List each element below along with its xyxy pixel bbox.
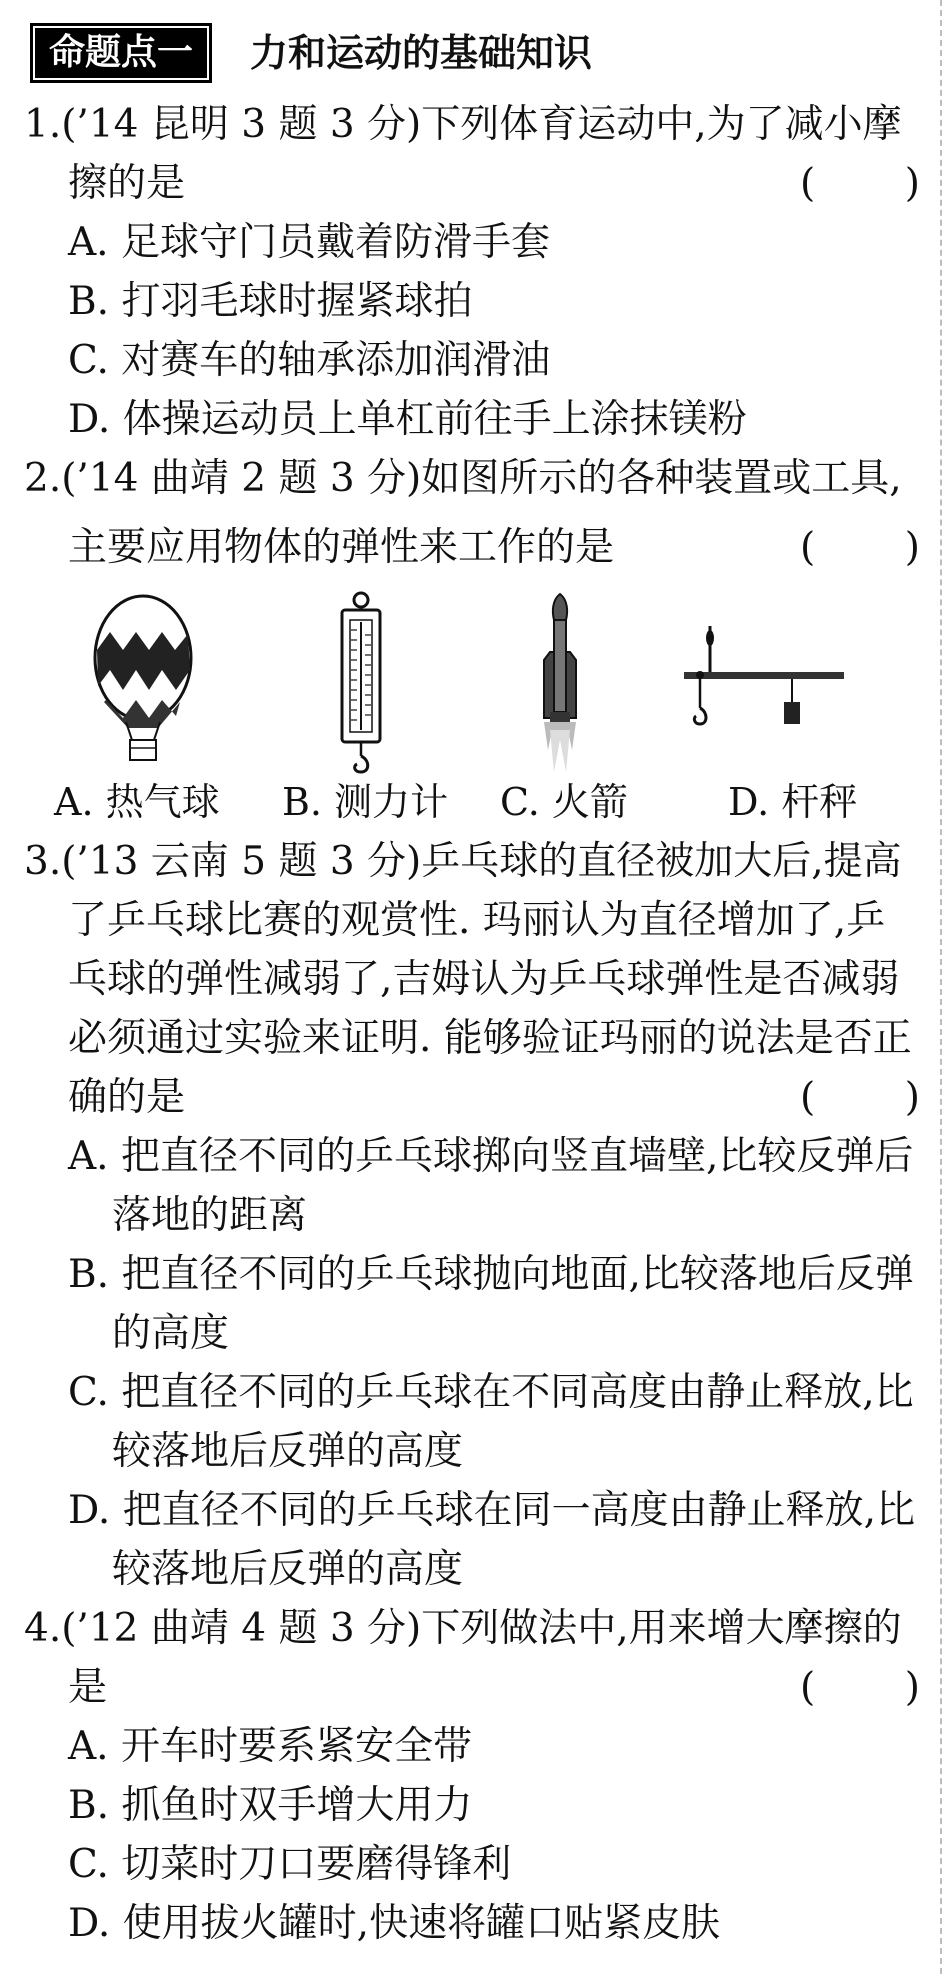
section-header [30, 20, 592, 86]
q3-stem-line-4: 必须通过实验来证明. 能够验证玛丽的说法是否正 [68, 1016, 912, 1061]
q1-option-a: A. 足球守门员戴着防滑手套 [68, 220, 550, 265]
q4-answer-blank[interactable]: ( ) [800, 1665, 920, 1710]
steelyard-icon [680, 590, 850, 760]
page-fold-line [940, 0, 942, 1974]
q2-answer-blank[interactable]: ( ) [800, 525, 920, 570]
figure-label-b: B. 测力计 [282, 780, 449, 824]
q3-option-d: D. 把直径不同的乒乓球在同一高度由静止释放,比 [68, 1488, 916, 1533]
q4-stem-line-1: 4.(’12 曲靖 4 题 3 分)下列做法中,用来增大摩擦的 [24, 1606, 902, 1651]
q2-stem-line-2: 主要应用物体的弹性来工作的是 [68, 525, 615, 570]
q3-option-b: B. 把直径不同的乒乓球抛向地面,比较落地后反弹 [68, 1252, 914, 1297]
q3-option-b-cont: 的高度 [112, 1311, 230, 1356]
q3-option-a: A. 把直径不同的乒乓球掷向竖直墙壁,比较反弹后 [68, 1134, 914, 1179]
q4-option-c: C. 切菜时刀口要磨得锋利 [68, 1842, 512, 1887]
hot-air-balloon-icon [88, 590, 198, 768]
q1-stem-line-2: 擦的是 [68, 161, 186, 206]
q3-stem-line-1: 3.(’13 云南 5 题 3 分)乒乓球的直径被加大后,提高 [24, 839, 902, 884]
q3-stem-line-2: 了乒乓球比赛的观赏性. 玛丽认为直径增加了,乒 [68, 898, 886, 943]
q3-option-c-cont: 较落地后反弹的高度 [112, 1429, 464, 1474]
q3-stem-line-5: 确的是 [68, 1075, 186, 1120]
figure-label-c: C. 火箭 [500, 780, 628, 824]
q1-option-d: D. 体操运动员上单杠前往手上涂抹镁粉 [68, 397, 747, 442]
q4-stem-line-2: 是 [68, 1665, 108, 1710]
section-title: 力和运动的基础知识 [250, 30, 593, 75]
q2-stem-line-1: 2.(’14 曲靖 2 题 3 分)如图所示的各种装置或工具, [24, 456, 902, 501]
figure-label-d: D. 杆秤 [728, 780, 858, 824]
q1-option-c: C. 对赛车的轴承添加润滑油 [68, 338, 551, 383]
q3-option-a-cont: 落地的距离 [112, 1193, 308, 1238]
q3-stem-line-3: 乓球的弹性减弱了,吉姆认为乒乓球弹性是否减弱 [68, 957, 900, 1002]
q3-option-d-cont: 较落地后反弹的高度 [112, 1547, 464, 1592]
q4-option-a: A. 开车时要系紧安全带 [68, 1724, 472, 1769]
q4-option-d: D. 使用拔火罐时,快速将罐口贴紧皮肤 [68, 1901, 721, 1946]
q3-answer-blank[interactable]: ( ) [800, 1075, 920, 1120]
figure-label-a: A. 热气球 [54, 780, 220, 824]
q1-stem-line-1: 1.(’14 昆明 3 题 3 分)下列体育运动中,为了减小摩 [24, 102, 902, 147]
spring-scale-icon [336, 590, 386, 780]
q1-answer-blank[interactable]: ( ) [800, 161, 920, 206]
q2-figures [54, 590, 890, 824]
rocket-icon [530, 590, 590, 780]
q3-option-c: C. 把直径不同的乒乓球在不同高度由静止释放,比 [68, 1370, 914, 1415]
q4-option-b: B. 抓鱼时双手增大用力 [68, 1783, 473, 1828]
section-tag-text: 命题点一 [35, 28, 207, 78]
section-tag [30, 23, 212, 83]
q1-option-b: B. 打羽毛球时握紧球拍 [68, 279, 473, 324]
